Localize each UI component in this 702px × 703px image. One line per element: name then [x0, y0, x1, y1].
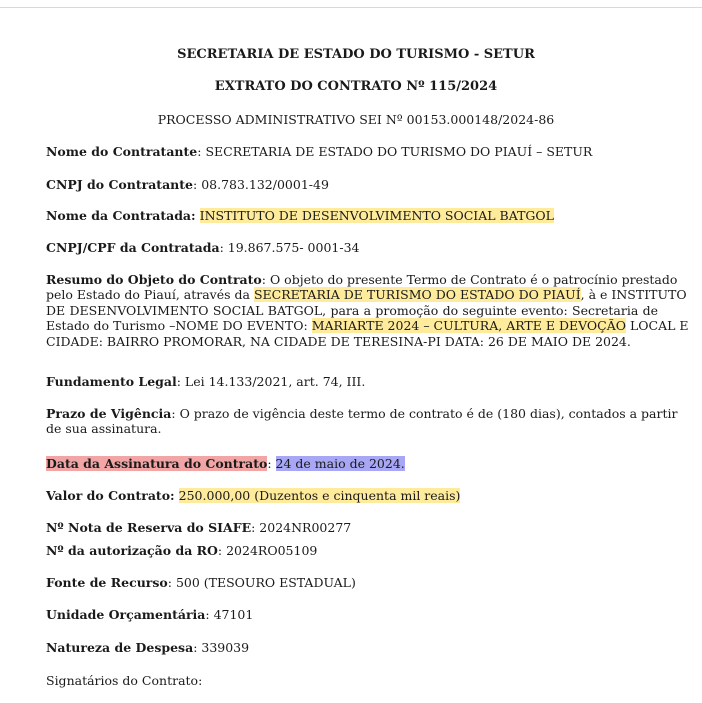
- prazo-paragraph: Prazo de Vigência: O prazo de vigência deste termo de contrato é de (180 dias), contados a partir de sua assinatura.: [46, 406, 678, 437]
- org-heading: SECRETARIA DE ESTADO DO TURISMO - SETUR: [177, 47, 535, 62]
- prazo-line-2: de sua assinatura.: [46, 421, 162, 437]
- extract-title: EXTRATO DO CONTRATO Nº 115/2024: [214, 79, 498, 94]
- resumo-line-2b: , à e INSTITUTO: [580, 287, 687, 303]
- valor-label: Valor do Contrato:: [46, 488, 175, 503]
- autorizacao-value: 2024RO05109: [226, 543, 318, 558]
- resumo-line-2a: pelo Estado do Piauí, através da: [46, 287, 250, 303]
- fonte-value: 500 (TESOURO ESTADUAL): [175, 575, 356, 590]
- contratante-field: Nome do Contratante: SECRETARIA DE ESTADO DO TURISMO DO PIAUÍ – SETUR: [46, 144, 593, 159]
- nota-reserva-field: Nº Nota de Reserva do SIAFE: 2024NR00277: [46, 520, 352, 535]
- fundamento-value: Lei 14.133/2021, art. 74, III.: [184, 374, 366, 389]
- data-assinatura-label: Data da Assinatura do Contrato: [46, 456, 268, 471]
- cnpj-contratante-label: CNPJ do Contratante: [46, 177, 193, 192]
- unidade-value: 47101: [213, 607, 254, 622]
- natureza-value: 339039: [201, 640, 250, 655]
- natureza-field: Natureza de Despesa: 339039: [46, 640, 250, 655]
- autorizacao-label: Nº da autorização da RO: [46, 543, 218, 558]
- data-assinatura-field: Data da Assinatura do Contrato: 24 de maio de 2024.: [46, 456, 405, 471]
- resumo-line-3: DE DESENVOLVIMENTO SOCIAL BATGOL, para a promoção do seguinte evento: Secretaria de: [46, 302, 658, 318]
- fonte-field: Fonte de Recurso: 500 (TESOURO ESTADUAL): [46, 575, 356, 590]
- unidade-field: Unidade Orçamentária: 47101: [46, 607, 254, 622]
- fonte-label: Fonte de Recurso: [46, 575, 168, 590]
- nota-reserva-label: Nº Nota de Reserva do SIAFE: [46, 520, 252, 535]
- cnpj-contratada-label: CNPJ/CPF da Contratada: [46, 240, 220, 255]
- fundamento-field: Fundamento Legal: Lei 14.133/2021, art. 74, III.: [46, 374, 366, 389]
- valor-value: 250.000,00 (Duzentos e cinquenta mil reais): [178, 488, 461, 503]
- cnpj-contratada-value: 19.867.575- 0001-34: [227, 240, 360, 255]
- prazo-line-1: O prazo de vigência deste termo de contrato é de (180 dias), contados a partir: [179, 406, 678, 421]
- fundamento-label: Fundamento Legal: [46, 374, 177, 389]
- nota-reserva-value: 2024NR00277: [259, 520, 352, 535]
- signatarios-label: Signatários do Contrato:: [46, 673, 203, 688]
- process-number: PROCESSO ADMINISTRATIVO SEI Nº 00153.000148/2024-86: [157, 112, 555, 127]
- contratante-value: SECRETARIA DE ESTADO DO TURISMO DO PIAUÍ – SETUR: [205, 144, 593, 159]
- cnpj-contratante-field: CNPJ do Contratante: 08.783.132/0001-49: [46, 177, 329, 192]
- contratada-value: INSTITUTO DE DESENVOLVIMENTO SOCIAL BATGOL: [199, 208, 554, 223]
- cnpj-contratante-value: 08.783.132/0001-49: [201, 177, 329, 192]
- resumo-line-1: O objeto do presente Termo de Contrato é o patrocínio prestado: [269, 272, 678, 287]
- resumo-line-4a: Estado do Turismo –NOME DO EVENTO:: [46, 318, 308, 334]
- top-divider: [0, 7, 702, 8]
- contratada-label: Nome da Contratada:: [46, 208, 196, 223]
- cnpj-contratada-field: CNPJ/CPF da Contratada: 19.867.575- 0001-34: [46, 240, 360, 255]
- prazo-label: Prazo de Vigência: [46, 406, 172, 421]
- resumo-line-5: CIDADE: BAIRRO PROMORAR, NA CIDADE DE TERESINA-PI DATA: 26 DE MAIO DE 2024.: [46, 333, 631, 349]
- contratante-label: Nome do Contratante: [46, 144, 198, 159]
- autorizacao-field: Nº da autorização da RO: 2024RO05109: [46, 543, 318, 558]
- resumo-paragraph: Resumo do Objeto do Contrato: O objeto do presente Termo de Contrato é o patrocínio prestado pelo Estado do Piauí, através da SECRETARIA DE TURISMO DO ESTADO DO PIAUÍ, à e INSTITUTO DE DESENVOLVIMENTO SOCIAL BATGOL, para a promoção do seguinte evento: Secretaria de Estado do Turismo –NOME DO EVENTO: MARIARTE 2024 – CULTURA, ARTE E DEVOÇÃO LOCAL E CIDADE: BAIRRO PROMORAR, NA CIDADE DE TERESINA-PI DATA: 26 DE MAIO DE 2024.: [46, 272, 689, 349]
- resumo-highlight-event: MARIARTE 2024 – CULTURA, ARTE E DEVOÇÃO: [311, 318, 626, 334]
- valor-field: [46, 488, 658, 504]
- natureza-label: Natureza de Despesa: [46, 640, 194, 655]
- resumo-line-4b: LOCAL E: [629, 318, 689, 334]
- data-assinatura-value: 24 de maio de 2024.: [275, 456, 405, 471]
- contratada-field: [46, 208, 658, 224]
- resumo-label: Resumo do Objeto do Contrato: [46, 272, 262, 287]
- unidade-label: Unidade Orçamentária: [46, 607, 206, 622]
- resumo-highlight-secretaria: SECRETARIA DE TURISMO DO ESTADO DO PIAUÍ: [253, 287, 581, 303]
